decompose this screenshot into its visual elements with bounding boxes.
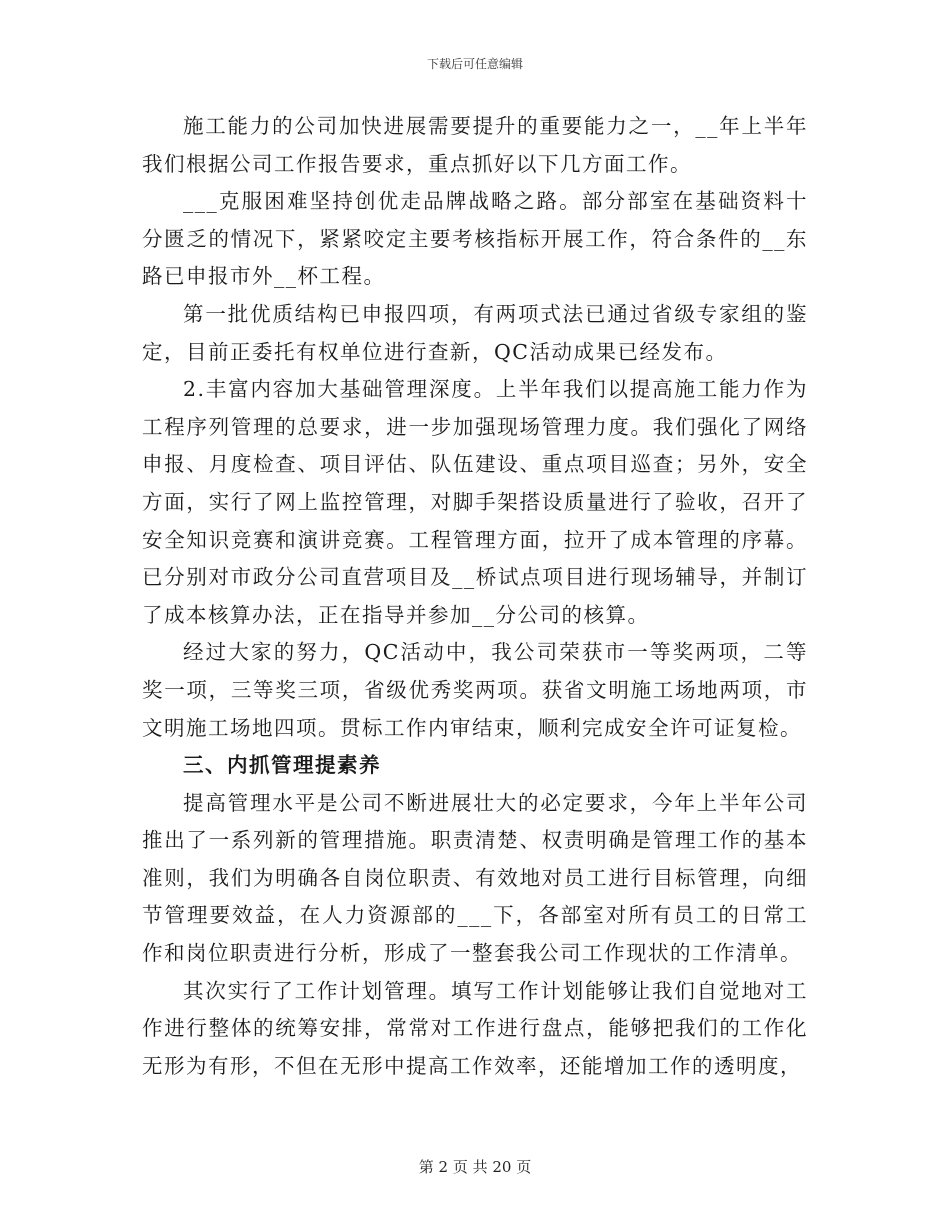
body-paragraph: 经过大家的努力，QC活动中，我公司荣获市一等奖两项，二等奖一项，三等奖三项，省级优秀奖两项。获省文明施工场地两项，市文明施工场地四项。贯标工作内审结束，顺利完成安全许可证复检。 (142, 640, 808, 740)
body-paragraph: ___克服困难坚持创优走品牌战略之路。部分部室在基础资料十分匮乏的情况下，紧紧咬定主要考核指标开展工作，符合条件的__东路已申报市外__杯工程。 (142, 189, 808, 289)
body-paragraph: 提高管理水平是公司不断进展壮大的必定要求，今年上半年公司推出了一系列新的管理措施。职责清楚、权责明确是管理工作的基本准则，我们为明确各自岗位职责、有效地对员工进行目标管理，向细节管理要效益，在人力资源部的___下，各部室对所有员工的日常工作和岗位职责进行分析，形成了一整套我公司工作现状的工作清单。 (142, 790, 808, 966)
body-paragraph: 其次实行了工作计划管理。填写工作计划能够让我们自觉地对工作进行整体的统筹安排，常常对工作进行盘点，能够把我们的工作化无形为有形，不但在无形中提高工作效率，还能增加工作的透明度， (142, 978, 808, 1078)
page-number: 第 2 页 共 20 页 (418, 1158, 532, 1176)
section-heading: 三、内抓管理提素养 (183, 753, 381, 778)
body-paragraph: 施工能力的公司加快进展需要提升的重要能力之一，__年上半年我们根据公司工作报告要求，重点抓好以下几方面工作。 (142, 114, 808, 176)
document-body (142, 108, 808, 1085)
body-paragraph: 第一批优质结构已申报四项，有两项式法已通过省级专家组的鉴定，目前正委托有权单位进行查新，QC活动成果已经发布。 (142, 301, 808, 364)
body-paragraph: 2.丰富内容加大基础管理深度。上半年我们以提高施工能力作为工程序列管理的总要求，进一步加强现场管理力度。我们强化了网络申报、月度检查、项目评估、队伍建设、重点项目巡查；另外，安全方面，实行了网上监控管理，对脚手架搭设质量进行了验收，召开了安全知识竞赛和演讲竞赛。工程管理方面，拉开了成本管理的序幕。已分别对市政分公司直营项目及__桥试点项目进行现场辅导，并制订了成本核算办法，正在指导并参加__分公司的核算。 (142, 377, 808, 627)
header-note: 下载后可任意编辑 (426, 57, 523, 71)
